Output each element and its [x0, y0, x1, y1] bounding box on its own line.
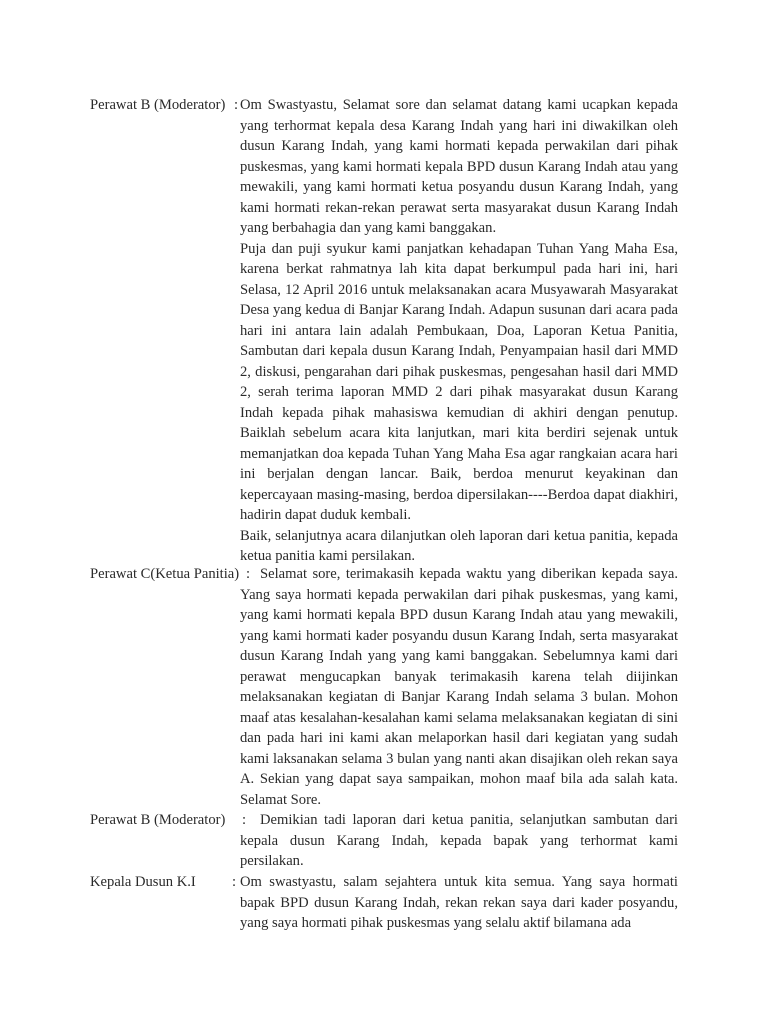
speaker-name: Perawat C(Ketua Panitia) — [90, 566, 240, 582]
dialogue-paragraph: Om swastyastu, salam sejahtera untuk kita semua. Yang saya hormati bapak BPD dusun Karang Indah, rekan rekan saya dari kader posyandu, yang saya hormati pihak puskesmas yang selalu aktif bilamana ada — [240, 874, 678, 931]
dialogue-paragraph: Baik, selanjutnya acara dilanjutkan oleh laporan dari ketua panitia, kepada ketua panitia kami persilakan. — [240, 527, 678, 564]
dialogue-entry-moderator-2 — [90, 810, 678, 872]
dialogue-entry-kepala-dusun — [90, 872, 678, 934]
dialogue-paragraph: Puja dan puji syukur kami panjatkan kehadapan Tuhan Yang Maha Esa, karena berkat rahmatnya lah kita dapat berkumpul pada hari ini, hari Selasa, 12 April 2016 untuk melaksanakan acara Musyawarah Masyarakat Desa yang kedua di Banjar Karang Indah. Adapun susunan dari acara pada hari ini antara lain adalah Pembukaan, Doa, Laporan Ketua Panitia, Sambutan dari kepala dusun Karang Indah, Penyampaian hasil dari MMD 2, diskusi, pengarahan dari pihak puskesmas, pengesahan hasil dari MMD 2, serah terima laporan MMD 2 dari pihak masyarakat dusun Karang Indah kepada pihak mahasiswa kemudian di akhiri dengan penutup. Baiklah sebelum acara kita lanjutkan, mari kita berdiri sejenak untuk memanjatkan doa kepada Tuhan Yang Maha Esa agar rangkaian acara hari ini berjalan dengan lancar. Baik, berdoa menurut keyakinan dan kepercayaan masing-masing, berdoa dipersilakan----Berdoa dapat diakhiri, hadirin dapat duduk kembali. — [240, 240, 678, 523]
dialogue-paragraph: Demikian tadi laporan dari ketua panitia, selanjutkan sambutan dari kepala dusun Karang Indah, kepada bapak yang terhormat kami persilakan. — [240, 812, 678, 869]
dialogue-paragraph: Om Swastyastu, Selamat sore dan selamat datang kami ucapkan kepada yang terhormat kepala desa Karang Indah yang hari ini diwakilkan oleh dusun Karang Indah, yang kami hormati kepada perwakilan dari pihak puskesmas, yang kami hormati kepala BPD dusun Karang Indah atau yang mewakili, yang kami hormati ketua posyandu dusun Karang Indah, yang kami hormati rekan-rekan perawat serta masyarakat dusun Karang Indah yang berbahagia dan yang kami banggakan. — [240, 97, 678, 236]
speaker-colon: : — [234, 97, 239, 113]
speaker-colon: : — [246, 566, 251, 582]
speaker-colon: : — [232, 874, 237, 890]
speaker-colon: : — [242, 812, 247, 828]
speaker-name: Perawat B (Moderator) — [90, 812, 226, 828]
speaker-name: Perawat B (Moderator) — [90, 97, 226, 113]
dialogue-paragraph: Selamat sore, terimakasih kepada waktu yang diberikan kepada saya. Yang saya hormati kepada perwakilan dari pihak puskesmas, yang kami, yang kami hormati kepala BPD dusun Karang Indah atau yang mewakili, yang kami hormati kader posyandu dusun Karang Indah, serta masyarakat dusun Karang Indah yang yang kami banggakan. Sebelumnya kami dari perawat mengucapkan banyak terimakasih karena telah diijinkan melaksanakan kegiatan di Banjar Karang Indah selama 3 bulan. Mohon maaf atas kesalahan-kesalahan kami selama melaksanakan kegiatan di sini dan pada hari ini kami akan melaporkan hasil dari kegiatan yang sudah kami laksanakan selama 3 bulan yang nanti akan disajikan oleh rekan saya A. Sekian yang dapat saya sampaikan, mohon maaf bila ada salah kata. Selamat Sore. — [240, 566, 678, 808]
dialogue-entry-moderator-1 — [90, 95, 678, 567]
speaker-name: Kepala Dusun K.I — [90, 874, 196, 890]
dialogue-entry-ketua-panitia — [90, 564, 678, 810]
